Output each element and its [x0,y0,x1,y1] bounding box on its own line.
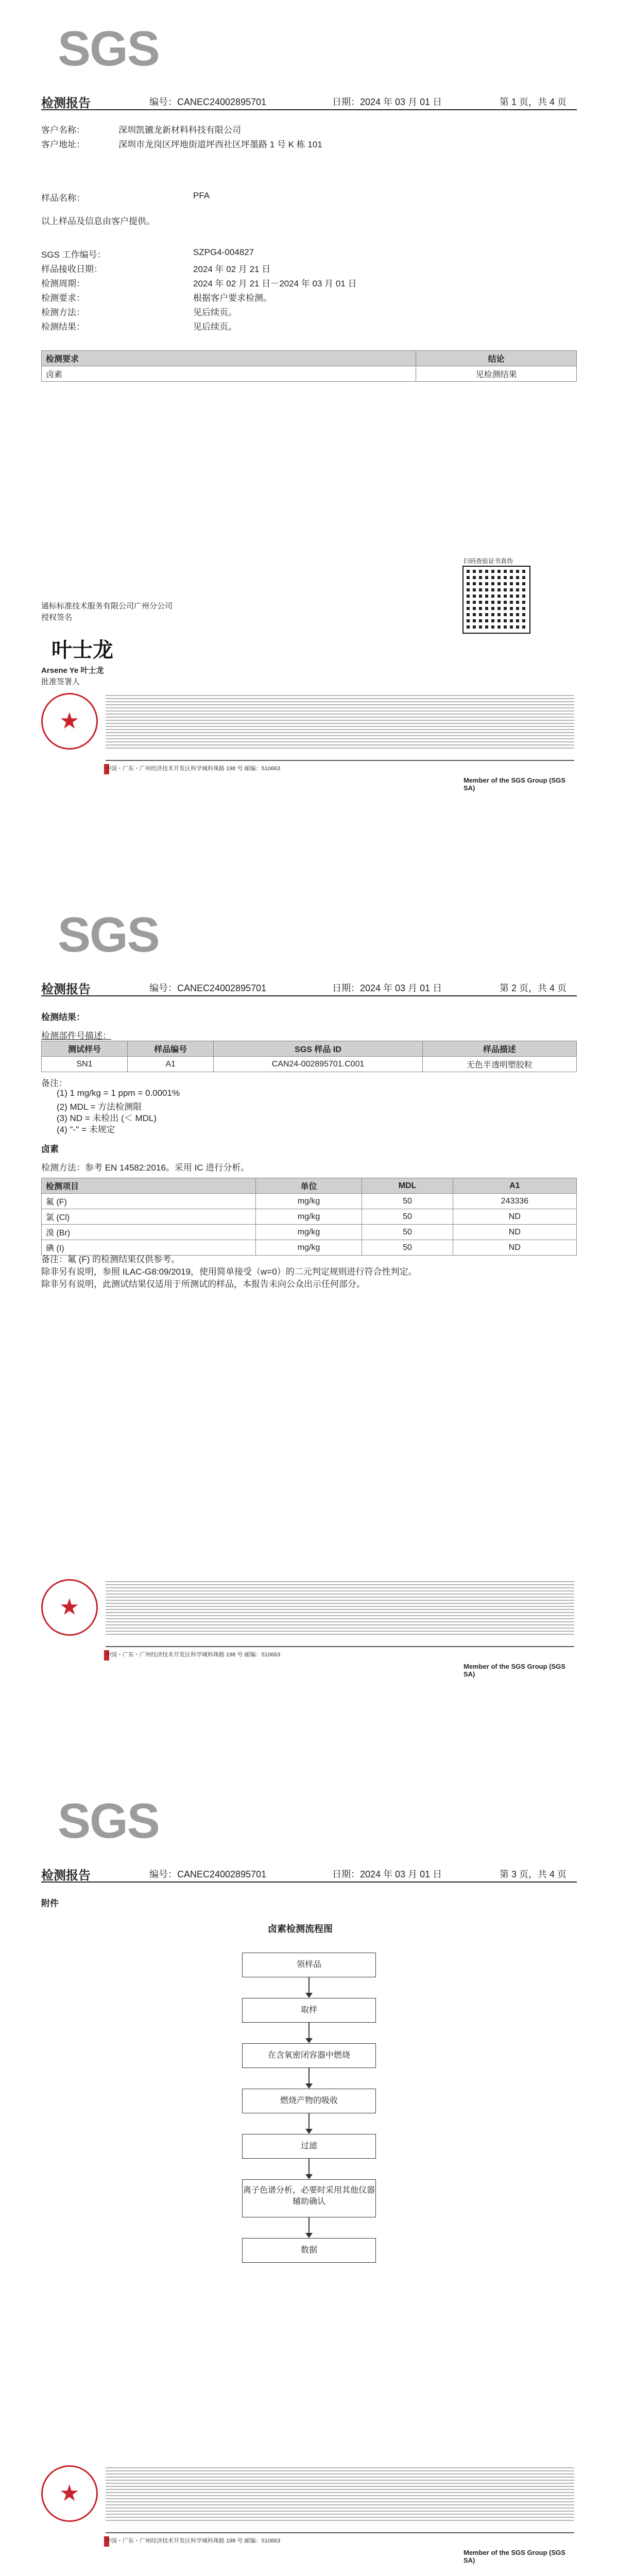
page-gap [0,1710,618,1772]
remark-line: 除非另有说明，此测试结果仅适用于所测试的样品，本报告未向公众出示任何部分。 [41,1279,365,1289]
flow-step-label: 领样品 [296,1960,321,1969]
table-cell: 碘 (I) [42,1240,256,1256]
sample-desc-label: 检测部件号描述： [41,1031,111,1041]
table-header-cell: 样品描述 [422,1041,576,1057]
flow-step-label: 离子色谱分析，必要时采用其他仪器辅助确认 [243,2186,375,2206]
page-header [41,93,577,110]
report-page-1 [0,0,618,824]
remark-line: 除非另有说明，参照 ILAC-G8:09/2019，使用简单接受（w=0）的二元判定规则进行符合性判定。 [41,1267,417,1277]
table-cell: 无色半透明塑胶粒 [422,1057,576,1072]
table-header-row [42,1041,577,1057]
client-address: 深圳市龙岗区坪地街道坪西社区坪墨路 1 号 K 栋 101 [118,140,322,149]
table-cell: mg/kg [255,1194,362,1209]
page-number: 第 1 页，共 4 页 [499,97,566,107]
page-gap [0,824,618,886]
test-period: 2024 年 02 月 21 日－2024 年 03 月 01 日 [193,279,357,289]
table-cell: mg/kg [255,1209,362,1225]
table-cell: ND [453,1209,576,1225]
halogen-title: 卤素 [41,1144,59,1154]
table-header-cell: 单位 [255,1178,362,1194]
terms-fineprint [106,1579,574,1635]
flow-step [242,2089,376,2113]
star-icon: ★ [59,708,80,734]
table-header-cell: MDL [362,1178,453,1194]
test-request-label: 检测要求： [41,293,85,303]
page-footer [41,2465,577,2576]
table-row [42,1209,577,1225]
table-cell: mg/kg [255,1225,362,1240]
job-no: SZPG4-004827 [193,247,254,257]
flow-step-label: 燃烧产物的吸收 [280,2096,338,2105]
sample-name: PFA [193,191,210,200]
receive-date: 2024 年 02 月 21 日 [193,264,271,274]
report-number: 编号：CANEC24002895701 [149,97,267,107]
company-seal [41,1579,98,1636]
report-date: 日期：2024 年 03 月 01 日 [332,983,442,993]
test-request: 根据客户要求检测。 [193,293,272,303]
report-title: 检测报告 [41,982,91,996]
report-title: 检测报告 [41,1869,91,1883]
company-seal [41,2465,98,2522]
flow-step-label: 取样 [300,2006,317,2014]
page-header [41,1865,577,1883]
table-row [42,1225,577,1240]
table-header-cell: SGS 样品 ID [214,1041,423,1057]
table-cell: CAN24-002895701.C001 [214,1057,423,1072]
terms-fineprint [106,2465,574,2521]
table-row [42,1057,577,1072]
flow-step [242,1953,376,1977]
star-icon: ★ [59,2481,80,2506]
client-name: 深圳凯镳龙新材料科技有限公司 [118,125,241,135]
table-header-cell: 检测项目 [42,1178,256,1194]
report-title: 检测报告 [41,96,91,110]
table-header-cell: 检测要求 [42,351,416,366]
flow-arrow [308,2217,310,2237]
report-page-2 [0,886,618,1710]
page-number: 第 3 页，共 4 页 [499,1869,566,1879]
report-page-3 [0,1772,618,2576]
flow-arrow [308,2159,310,2178]
halogen-method: 检测方法：参考 EN 14582:2016。采用 IC 进行分析。 [41,1163,250,1173]
client-info-note: 以上样品及信息由客户提供。 [41,216,155,226]
flow-step [242,2043,376,2068]
flow-step-label: 过滤 [300,2142,317,2150]
flow-title: 卤素检测流程图 [268,1924,333,1934]
remark-line: 备注：氟 (F) 的检测结果仅供参考。 [41,1255,180,1264]
sample-table [41,1041,577,1072]
footer-address: 中国・广东・广州经济技术开发区科学城科珠路 198 号 邮编：510663 [106,766,281,772]
table-header-cell: 结论 [416,351,577,366]
table-header-cell: 样品编号 [128,1041,214,1057]
test-method: 见后续页。 [193,308,237,317]
flow-step [242,2134,376,2159]
table-cell: 50 [362,1225,453,1240]
table-cell: SN1 [42,1057,128,1072]
flow-step-label: 数据 [300,2246,317,2255]
attachment-label: 附件 [41,1899,59,1908]
sample-name-label: 样品名称： [41,193,85,203]
table-row [42,1194,577,1209]
table-cell: 50 [362,1194,453,1209]
footer-address: 中国・广东・广州经济技术开发区科学城科珠路 198 号 邮编：510663 [106,2538,281,2544]
test-result-label: 检测结果： [41,322,85,332]
table-cell: ND [453,1240,576,1256]
table-row [42,366,577,382]
client-name-label: 客户名称： [41,125,85,135]
page-footer [41,1579,577,1698]
authorized-label: 授权签名 [41,613,73,622]
signer-title: 批准签署人 [41,677,80,686]
footer-rule [106,2532,574,2533]
table-cell: 溴 (Br) [42,1225,256,1240]
test-method-label: 检测方法： [41,308,85,317]
report-number: 编号：CANEC24002895701 [149,983,267,993]
sgs-member-note: Member of the SGS Group (SGS SA) [464,1663,565,1678]
flow-step-label: 在含氧密闭容器中燃烧 [267,2051,350,2060]
table-header-row [42,1178,577,1194]
section-label: 检测结果： [41,1012,85,1022]
flow-arrow [308,1977,310,1997]
table-header-cell: 测试样号 [42,1041,128,1057]
page-footer [41,693,577,811]
flow-arrow [308,2023,310,2042]
flow-step [242,2179,376,2217]
page-header [41,979,577,996]
sgs-logo: SGS [58,907,159,962]
report-date: 日期：2024 年 03 月 01 日 [332,1869,442,1879]
company-line: 通标标准技术服务有限公司广州分公司 [41,602,173,611]
flow-step [242,1998,376,2023]
receive-date-label: 样品接收日期： [41,264,102,274]
table-cell: 243336 [453,1194,576,1209]
flow-arrow [308,2068,310,2088]
note-line: (4) "-" = 未规定 [57,1125,115,1134]
table-header-row [42,351,577,366]
test-period-label: 检测周期： [41,279,85,289]
report-date: 日期：2024 年 03 月 01 日 [332,97,442,107]
flow-step [242,2238,376,2263]
sgs-member-note: Member of the SGS Group (SGS SA) [464,776,565,792]
result-table [41,1178,577,1256]
signature: 叶士龙 [52,638,113,662]
notes-label: 备注： [41,1078,67,1088]
star-icon: ★ [59,1595,80,1620]
client-address-label: 客户地址： [41,140,85,149]
job-no-label: SGS 工作编号： [41,250,106,260]
table-header-cell: A1 [453,1178,576,1194]
note-line: (2) MDL = 方法检测限 [57,1102,142,1112]
signer-name: Arsene Ye 叶士龙 [41,666,104,675]
table-cell: 50 [362,1240,453,1256]
table-cell: 50 [362,1209,453,1225]
qr-caption: 扫码查验证书真伪 [464,557,513,565]
table-cell: 氯 (Cl) [42,1209,256,1225]
sgs-logo: SGS [58,21,159,76]
report-number: 编号：CANEC24002895701 [149,1869,267,1879]
terms-fineprint [106,693,574,749]
footer-rule [106,1646,574,1647]
conclusion-table [41,350,577,382]
sgs-logo: SGS [58,1793,159,1849]
footer-address: 中国・广东・广州经济技术开发区科学城科珠路 198 号 邮编：510663 [106,1652,281,1658]
qr-code[interactable] [464,567,529,633]
table-cell: A1 [128,1057,214,1072]
note-line: (1) 1 mg/kg = 1 ppm = 0.0001% [57,1088,180,1098]
sgs-member-note: Member of the SGS Group (SGS SA) [464,2549,565,2564]
table-cell: 卤素 [42,366,416,382]
page-number: 第 2 页，共 4 页 [499,983,566,993]
table-cell: 氟 (F) [42,1194,256,1209]
test-result: 见后续页。 [193,322,237,332]
table-cell: mg/kg [255,1240,362,1256]
footer-rule [106,760,574,761]
note-line: (3) ND = 未检出 (＜ MDL) [57,1113,157,1123]
table-cell: 见检测结果 [416,366,577,382]
flow-arrow [308,2113,310,2133]
company-seal [41,693,98,750]
table-cell: ND [453,1225,576,1240]
